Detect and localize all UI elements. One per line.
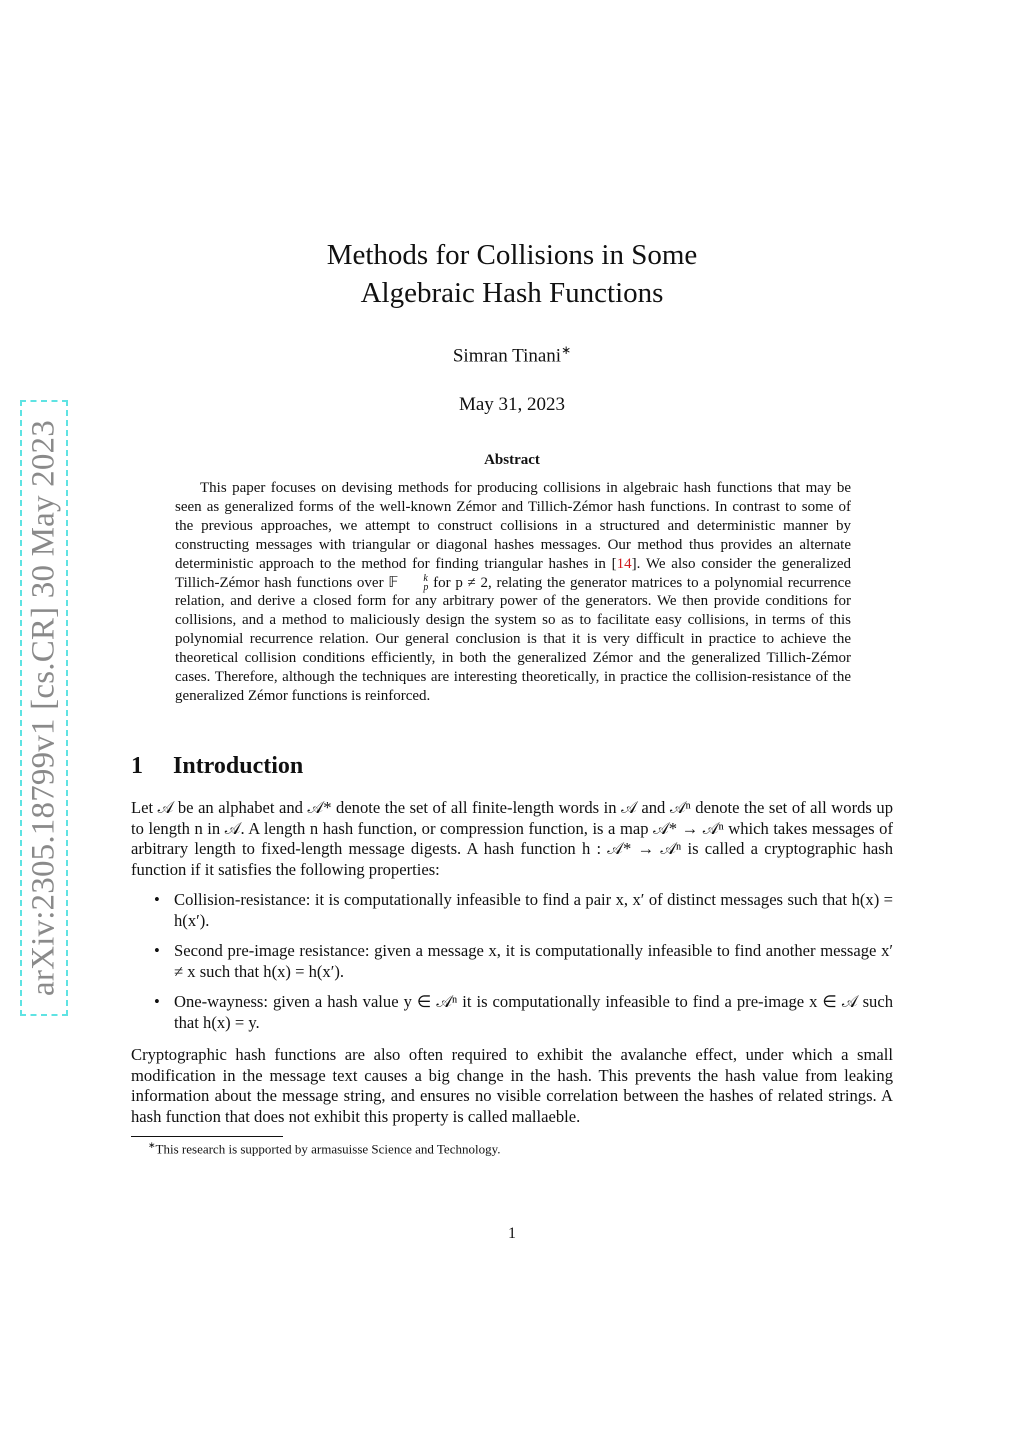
footnote-text: This research is supported by armasuisse Science and Technology. [155,1141,501,1157]
section-heading-introduction [131,753,303,780]
abstract-heading: Abstract [484,452,540,468]
field-superscript: k [423,573,428,585]
bullet-icon: • [154,992,160,1012]
page-number: 1 [508,1225,516,1242]
list-item [131,890,893,931]
author [300,343,724,367]
footnote-divider [131,1136,283,1137]
list-item [131,992,893,1033]
list-item-text: One-wayness: given a hash value y ∈ 𝒜ⁿ it is computationally infeasible to find a pre-image x ∈ 𝒜 such that h(x) = y. [174,992,893,1032]
author-footnote-mark[interactable]: ∗ [561,343,572,357]
list-item [131,941,893,982]
abstract-text [175,479,851,706]
footnote-mark: ∗ [148,1140,156,1150]
author-name: Simran Tinani [452,345,562,367]
section-title: Introduction [173,753,304,779]
arxiv-identifier[interactable]: arXiv:2305.18799v1 [cs.CR] 30 May 2023 [25,420,62,996]
properties-list [131,890,893,1044]
section-number: 1 [131,753,143,779]
list-item-text: Collision-resistance: it is computationally infeasible to find a pair x, x′ of distinct messages such that h(x) = h(x′). [174,890,893,930]
field-subscript: p [423,582,429,594]
list-item-text: Second pre-image resistance: given a message x, it is computationally infeasible to find another message x′ ≠ x such that h(x) = h(x′). [174,941,893,981]
bullet-icon: • [154,941,160,961]
paper-title [200,236,824,312]
abstract-part-1: This paper focuses on devising methods for producing collisions in algebraic hash functions that may be seen as generalized forms of the well-known Zémor and Tillich-Zémor hash functions. In contrast to some of the previous approaches, we attempt to construct collisions in a structured and deterministic manner by constructing messages with triangular or diagonal hashes messages. Our method thus provides an alternate deterministic approach to the method for finding triangular hashes in [ [175,480,851,572]
abstract-part-2: ]. We also consider the generalized Tillich-Zémor hash functions over 𝔽 [175,555,851,591]
intro-paragraph: Let 𝒜 be an alphabet and 𝒜* denote the set of all finite-length words in 𝒜 and 𝒜ⁿ denote the set of all words up to length n in 𝒜. A length n hash function, or compression function, is a map 𝒜* → 𝒜ⁿ which takes messages of arbitrary length to fixed-length message digests. A hash function h : 𝒜* → 𝒜ⁿ is called a cryptographic hash function if it satisfies the following properties: [131,798,893,879]
avalanche-paragraph: Cryptographic hash functions are also often required to exhibit the avalanche effect, under which a small modification in the message text causes a big change in the hash. This prevents the hash value from leaking information about the message string, and ensures no visible correlation between the hashes of related strings. A hash function that does not exhibit this property is called mallaeble. [131,1045,893,1126]
title-line-2: Algebraic Hash Functions [360,277,664,309]
abstract-part-3: for p ≠ 2, relating the generator matrices to a polynomial recurrence relation, and derive a closed form for any arbitrary power of the generators. We then provide conditions for collisions, and a method to maliciously design the system so as to facilitate easy collisions, in terms of this polynomial recurrence relation. Our general conclusion is that it is very difficult in practice to achieve the theoretical collision conditions efficiently, in both the generalized Zémor and the generalized Tillich-Zémor cases. Therefore, although the techniques are interesting theoretically, in practice the collision-resistance of the generalized Zémor functions is reinforced. [175,574,851,704]
citation-link-14[interactable]: 14 [616,555,632,572]
title-line-1: Methods for Collisions in Some [326,239,698,271]
footnote [148,1140,501,1157]
field-exponents [398,574,428,592]
date: May 31, 2023 [458,394,566,415]
bullet-icon: • [154,890,160,909]
